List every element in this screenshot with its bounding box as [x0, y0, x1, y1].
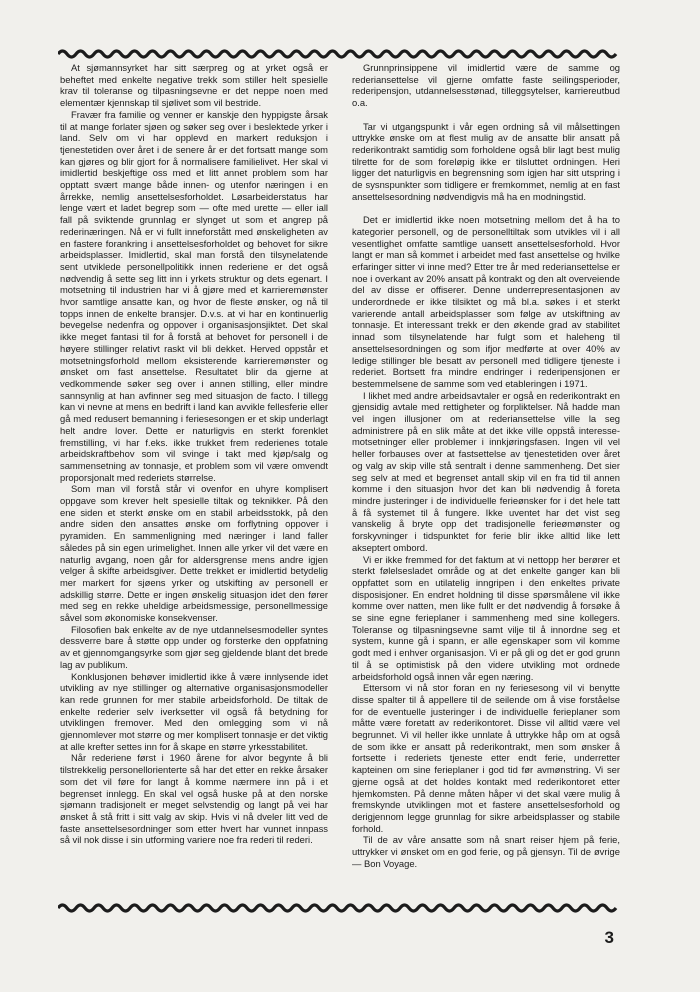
right-column: [352, 62, 620, 898]
paragraph: Som man vil forstå står vi ovenfor en uhyre komplisert oppgave som krever helt spesielle tiltak og teknikker. På den ene siden et sterkt ønske om en stabil arbeidsstokk, på den andre siden den ansattes ønske om forflytning oppover i pyramiden. En sammenligning med næringer i land faller således på sin egen urimelighet. Innen alle yrker vil det være en naturlig avgang, noen går for aldersgrense mens andre igjen velger å skifte arbeidsgiver. Dette trekket er imidlertid betydelig mer markert for sjøens yrker og utskifting av personell er adskillig større. Dette er ingen ønskelig situasjon idet den fører med seg en rekke uheldige arbeidsmessige, personellmessige såvel som økonomiske konsekvenser.: [60, 483, 328, 624]
paragraph: Fravær fra familie og venner er kanskje den hyppigste årsak til at mange forlater sjøen og søker seg over i beslektede yrker i land. Selv om vi har opplevd en markert reduksjon i tjenestetiden over året i de senere år er det fortsatt mange som kan gjøres og blir gjort for å normalisere familielivet. Her skal vi imidlertid beskjeftige oss med et litt annet problem som har opptatt svært mange både innen- og utenfor næringen i en årrekke, nemlig ansettelsesforholdet. Løsarbeiderstatus har lenge vært et ladet begrep som — ofte med urette — eller iall fall på sviktende grunnlag er slynget ut som et angrep på rederinæringen. Nå er vi fullt inneforstått med ønskeligheten av en fastere forankring i ansettelsesforholdet og behovet for sikre arbeidsplasser. Imidlertid, skal man forstå den tilsynelatende sent utviklede personellpolitikk innen rederiene er det også nødvendig å sette seg litt inn i yrkets struktur og dets egenart. I motsetning til industrien har vi å gjøre med et karrieremønster hvor samtlige ansatte kan, og hvor de fleste ønsker, og nå til topps innen de enkelte bransjer. D.v.s. at vi har en kontinuerlig bevegelse nedenfra og oppover i organisasjonsjiktet. Det skal ikke meget fantasi til for å forstå at behovet for personell i de høyere stillinger relativt raskt vil bli dekket. Herved oppstår et motsetningsforhold mellom eksisterende karrieremønster og ønsket om fast ansettelse. Resultatet blir da gjerne at vedkommende søker seg over i annen stilling, eller mindre sannsynlig at han avfinner seg med situasjon de facto. I tillegg kan vi nevne at mens en bedrift i land kan avvikle fellesferie eller gå med redusert bemanning i feriesesongen er et skip underlagt helt andre lover. Dette er naturligvis en sterkt forenklet fremstilling, vi har f.eks. ikke trukket frem rederienes totale arbeidskraftbehov som vil svinge i takt med kjøp/salg og sammensetning av tonnasje, et problem som vil være omvendt proporsjonalt med rederiets størrelse.: [60, 108, 328, 483]
paragraph: Når rederiene først i 1960 årene for alvor begynte å bli tilstrekkelig personellorienterte så har det etter en rekke årsaker som det vil føre for langt å komme nærmere inn på i et begrenset innlegg. En skal vel også huske på at den norske sjømann tradisjonelt er meget selvstendig og langt på vei har ønsket å stå fritt i sitt valg av skip. Hvis vi nå dveler litt ved de faste ansettelsesordninger som etter hvert har vunnet innpass så vil nok disse i sin utforming variere noe fra rederi til rederi.: [60, 752, 328, 846]
paragraph: Det er imidlertid ikke noen motsetning mellom det å ha to kategorier personell, og de personelltiltak som utvikles vil i all vesentlighet omfatte samtlige uansett ansettelsesforhold. Hvor langt er man så kommet i arbeidet med fast ansettelse og hvilke erfaringer sitter vi inne med? Etter tre år med rederiansettelse er noe i overkant av 20% ansatt på kontrakt og den alt overveiende del av disse er offiserer. Denne underrepresentasjonen av underordnede er ikke tilsiktet og må bl.a. søkes i et sterkt varierende antall arbeidsplasser som følge av utskiftning av tonnasje. Et interessant trekk er den økende grad av stabilitet innad som tilsynelatende har fulgt som et haleheng til ansettelsesordningen og som ifjor medførte at over 40% av ledige stillinger ble besatt av personell med tidligere tjeneste i rederiet. Bortsett fra mindre endringer i rederipensjonen er bestemmelsene de samme som ved etableringen i 1971.: [352, 214, 620, 389]
paragraph: At sjømannsyrket har sitt særpreg og at yrket også er beheftet med enkelte negative trekk som stiller helt spesielle krav til toleranse og tilpasningsevne er det neppe noen med elementær kjennskap til sjølivet som vil bestride.: [60, 62, 328, 109]
page-number: 3: [604, 928, 614, 947]
article-body: [60, 62, 620, 898]
paragraph: I likhet med andre arbeidsavtaler er også en rederikontrakt en gjensidig avtale med rettigheter og forpliktelser. Nå hadde man vel ingen illusjoner om at rederiansettelse ville la seg administrere på en slik måte at det ikke ville oppstå interesse-motsetninger eller problemer i innkjøringsfasen. Ingen vil vel heller forbauses over at fastsettelse av tjenestetiden over året og valg av skip ville stå sentralt i denne sammenheng. Det sier seg selv at med et begrenset antall skip vil en fra tid til annen komme i den situasjon hvor det kan bli nødvendig å foreta mindre justeringer i de individuelle ferieønsker for i det hele tatt å få systemet til å fungere. Ikke uventet har det vist seg vanskelig å bryte opp det tradisjonelle ferieømønster og forskyvninger i tidspunktet for ferie blir ikke alltid like lett akseptert ombord.: [352, 389, 620, 553]
paragraph: Vi er ikke fremmed for det faktum at vi nettopp her berører et sterkt følelsesladet område og at det enkelte ganger kan bli oppfattet som en utilatelig inngripen i den enkeltes private disposisjoner. En endret holdning til disse spørsmålene vil ikke komme over natten, men like fullt er det nødvendig å forsøke å se sine egne ferieplaner i sammenheng med sine kollegers. Toleranse og tilpasningsevne samt vilje til å innordne seg et system, kunne gå i spann, er alle egenskaper som vil komme godt med i enhver organisasjon. Vi er på gli og det er god grunn til å se optimistisk på den videre utvikling mot ordnede arbeidsforhold også innen vår egen næring.: [352, 553, 620, 682]
left-column: [60, 62, 328, 898]
decorative-wave-border-bottom: [58, 902, 620, 914]
paragraph: Til de av våre ansatte som nå snart reiser hjem på ferie, uttrykker vi ønsket om en god ferie, og på gjensyn. Til de øvrige — Bon Voyage.: [352, 834, 620, 869]
paragraph: Tar vi utgangspunkt i vår egen ordning så vil målsettingen uttrykke ønske om at flest mulig av de ansatte blir ansatt på rederikontrakt samtidig som forholdene også blir lagt best mulig tilrette for de som foreløpig ikke er tilsluttet ordningen. Heri ligger det naturligvis en begrensning som igjen har sitt utspring i de sysnspunkter som tidligere er fremkommet, nemlig at en fast ansettelsesordning nødvendigvis må ha en modningstid.: [352, 120, 620, 202]
paragraph: Konklusjonen behøver imidlertid ikke å være innlysende idet utvikling av nye stillinger og alternative organisasjonsmodeller kan rede grunnen for mer stabile arbeidsforhold. De tiltak de enkelte rederier selv iverksetter vil også få betydning for utviklingen fremover. Med den omlegging som vi nå gjennomlever mot større og mer komplisert tonnasje er det viktig at alle krefter settes inn for å skape en større yrkesstabilitet.: [60, 670, 328, 752]
paragraph: Grunnprinsippene vil imidlertid være de samme og rederiansettelse vil gjerne omfatte faste seilingsperioder, rederipensjon, utdannelsesstønad, tilleggsytelser, karriereutbud o.a.: [352, 62, 620, 109]
paragraph: Filosofien bak enkelte av de nye utdannelsesmodeller syntes dessverre bare å støtte opp under og forsterke den oppfatning av et gjennomgangsyrke som gjør seg gjeldende blant det brede lag av publikum.: [60, 623, 328, 670]
paragraph: Ettersom vi nå stor foran en ny feriesesong vil vi benytte disse spalter til å appellere til de seilende om å vise forståelse for de eventuelle justeringer i de individuelle ferieplaner som måtte være foretatt av rederikontoret. Disse vil alltid være vel begrunnet. Vi vil heller ikke unnlate å uttrykke håp om at også de som ikke er ansatt på rederikontrakt, men som ønsker å fortsette i rederiets tjeneste etter endt ferie, underretter kapteinen om sine ferieplaner i god tid før avmønstring. Vi ser gjerne også at det holdes kontakt med rederikontoret etter hjemkomsten. På denne måten håper vi det skal være mulig å fremskynde utviklingen mot et fastere ansettelsesforhold og derigjennom legge grunnlag for sikre arbeidsplasser og stabile forhold.: [352, 682, 620, 834]
decorative-wave-border-top: [58, 48, 620, 60]
